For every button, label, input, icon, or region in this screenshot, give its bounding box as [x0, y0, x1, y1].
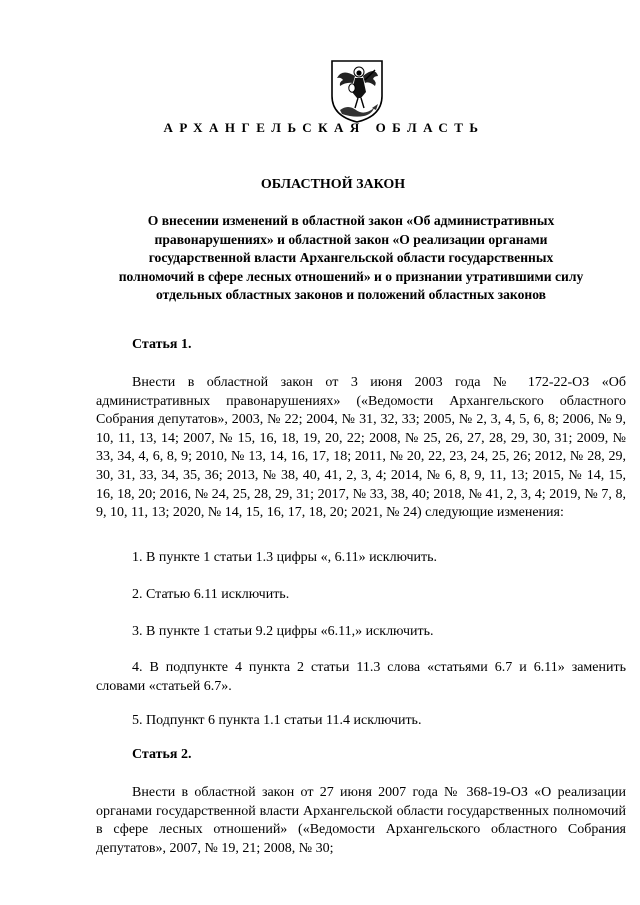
law-title: О внесении изменений в областной закон «Об административных правонарушениях» и областной закон «О реализации органами государственной власти Архангельской области государственных полномочий в сфере лесных отношений» и о признании утратившими силу отдельных областных законов и положений областных законов: [118, 213, 584, 303]
article-1-heading: Статья 1.: [132, 337, 192, 352]
article-1-item-5: 5. Подпункт 6 пункта 1.1 статьи 11.4 исключить.: [132, 713, 422, 728]
region-name: АРХАНГЕЛЬСКАЯ ОБЛАСТЬ: [163, 120, 485, 135]
article-2-heading: Статья 2.: [132, 747, 192, 762]
article-2-intro: Внести в областной закон от 27 июня 2007 года № 368-19-ОЗ «О реализации органами государственной власти Архангельской области государственных полномочий в сфере лесных отношений» («Ведомости Архангельского областного Собрания депутатов», 2007, № 19, 21; 2008, № 30;: [96, 785, 626, 856]
coat-of-arms-archangel-icon: [328, 58, 386, 124]
article-1-item-1: 1. В пункте 1 статьи 1.3 цифры «, 6.11» исключить.: [132, 550, 438, 565]
article-1-intro: Внести в областной закон от 3 июня 2003 года № 172-22-ОЗ «Об административных правонарушениях» («Ведомости Архангельского областного Собрания депутатов», 2003, № 22; 2004, № 31, 32, 33; 2005, № 2, 3, 4, 5, 6, 8; 2006, № 9, 10, 11, 13, 14; 2007, № 15, 16, 18, 19, 20, 22; 2008, № 25, 26, 27, 28, 29, 30, 31; 2009, № 33, 34, 4, 6, 8, 9; 2010, № 13, 14, 16, 17, 18; 2011, № 20, 22, 23, 24, 25, 26; 2012, № 28, 29, 30, 31, 33, 34, 35, 36; 2013, № 38, 40, 41, 2, 3, 4; 2014, № 6, 8, 9, 11, 13; 2015, № 14, 15, 16, 18, 20; 2016, № 24, 25, 28, 29, 31; 2017, № 33, 38, 40; 2018, № 41, 2, 3, 4; 2019, № 7, 8, 9, 10, 11, 13; 2020, № 14, 15, 16, 17, 18, 20; 2021, № 24) следующие изменения:: [96, 375, 626, 521]
article-1-item-2: 2. Статью 6.11 исключить.: [132, 587, 290, 602]
document-type: ОБЛАСТНОЙ ЗАКОН: [260, 177, 406, 192]
article-1-item-4: 4. В подпункте 4 пункта 2 статьи 11.3 слова «статьями 6.7 и 6.11» заменить словами «статьей 6.7».: [96, 660, 626, 694]
article-1-item-3: 3. В пункте 1 статьи 9.2 цифры «6.11,» исключить.: [132, 624, 434, 639]
